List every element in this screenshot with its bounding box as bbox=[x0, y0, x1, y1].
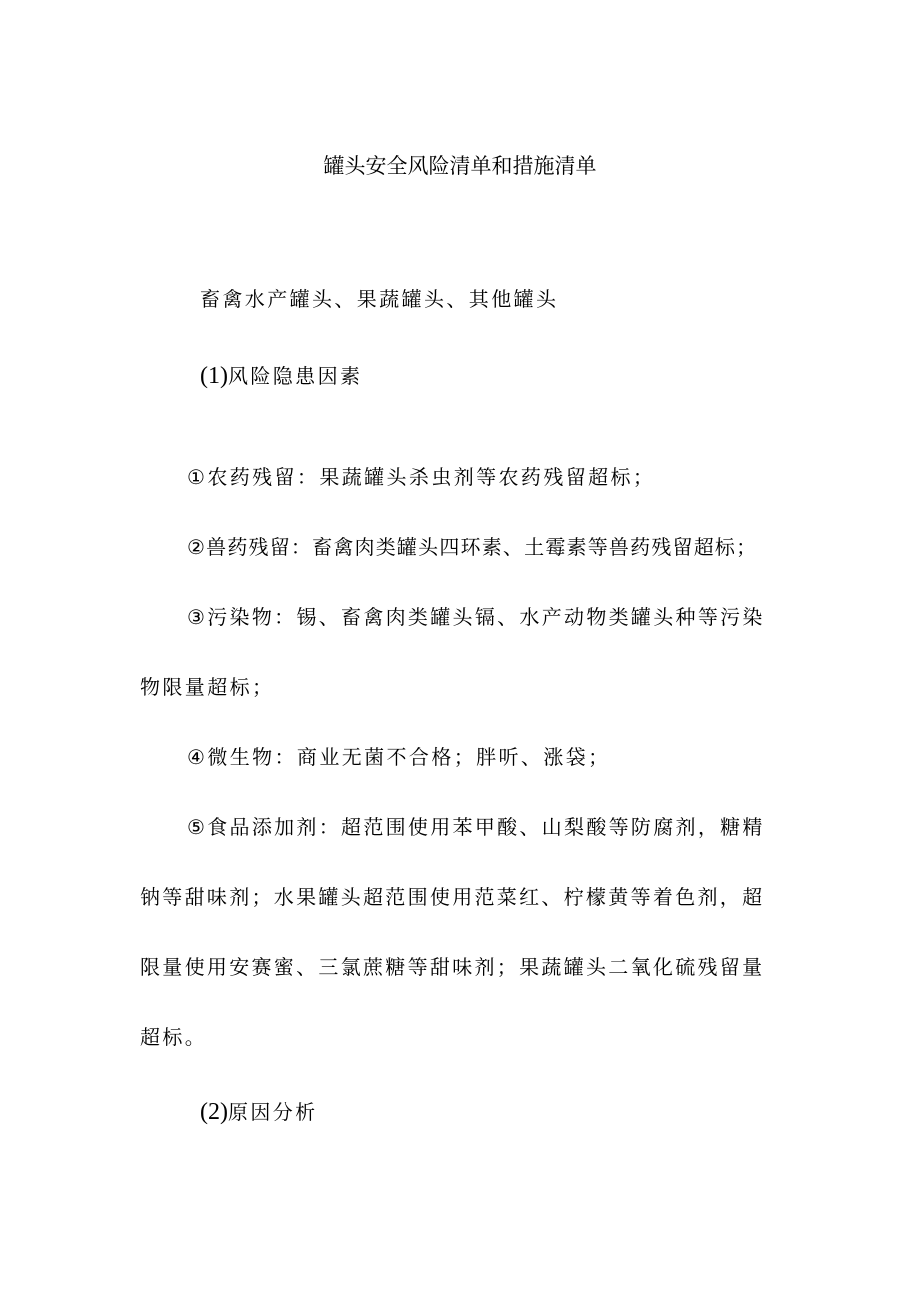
section-heading-cause-analysis bbox=[200, 1098, 318, 1126]
document-subtitle: 畜禽水产罐头、果蔬罐头、其他罐头 bbox=[200, 287, 559, 311]
paragraph-veterinary-drug-residue: ②兽药残留：畜禽肉类罐头四环素、土霉素等兽药残留超标； bbox=[187, 535, 758, 559]
paragraph-food-additives-cont-3: 超标。 bbox=[140, 1025, 208, 1049]
paragraph-contaminants: ③污染物：锡、畜禽肉类罐头镉、水产动物类罐头种等污染 bbox=[187, 605, 765, 629]
section-label: 原因分析 bbox=[227, 1100, 318, 1124]
paragraph-food-additives-cont-1: 钠等甜味剂；水果罐头超范围使用范菜红、柠檬黄等着色剂，超 bbox=[140, 885, 765, 909]
paragraph-microorganisms: ④微生物：商业无菌不合格；胖听、涨袋； bbox=[187, 745, 611, 769]
paragraph-contaminants-cont: 物限量超标； bbox=[140, 675, 275, 699]
section-number: (1) bbox=[200, 363, 228, 389]
section-number: (2) bbox=[200, 1099, 228, 1125]
paragraph-food-additives-cont-2: 限量使用安赛蜜、三氯蔗糖等甜味剂；果蔬罐头二氧化硫残留量 bbox=[140, 955, 765, 979]
paragraph-pesticide-residue: ①农药残留：果蔬罐头杀虫剂等农药残留超标； bbox=[187, 465, 656, 489]
section-label: 风险隐患因素 bbox=[227, 364, 363, 388]
paragraph-food-additives: ⑤食品添加剂：超范围使用苯甲酸、山梨酸等防腐剂，糖精 bbox=[187, 815, 765, 839]
document-title: 罐头安全风险清单和措施清单 bbox=[323, 154, 597, 178]
section-heading-risk-factors bbox=[200, 362, 362, 390]
